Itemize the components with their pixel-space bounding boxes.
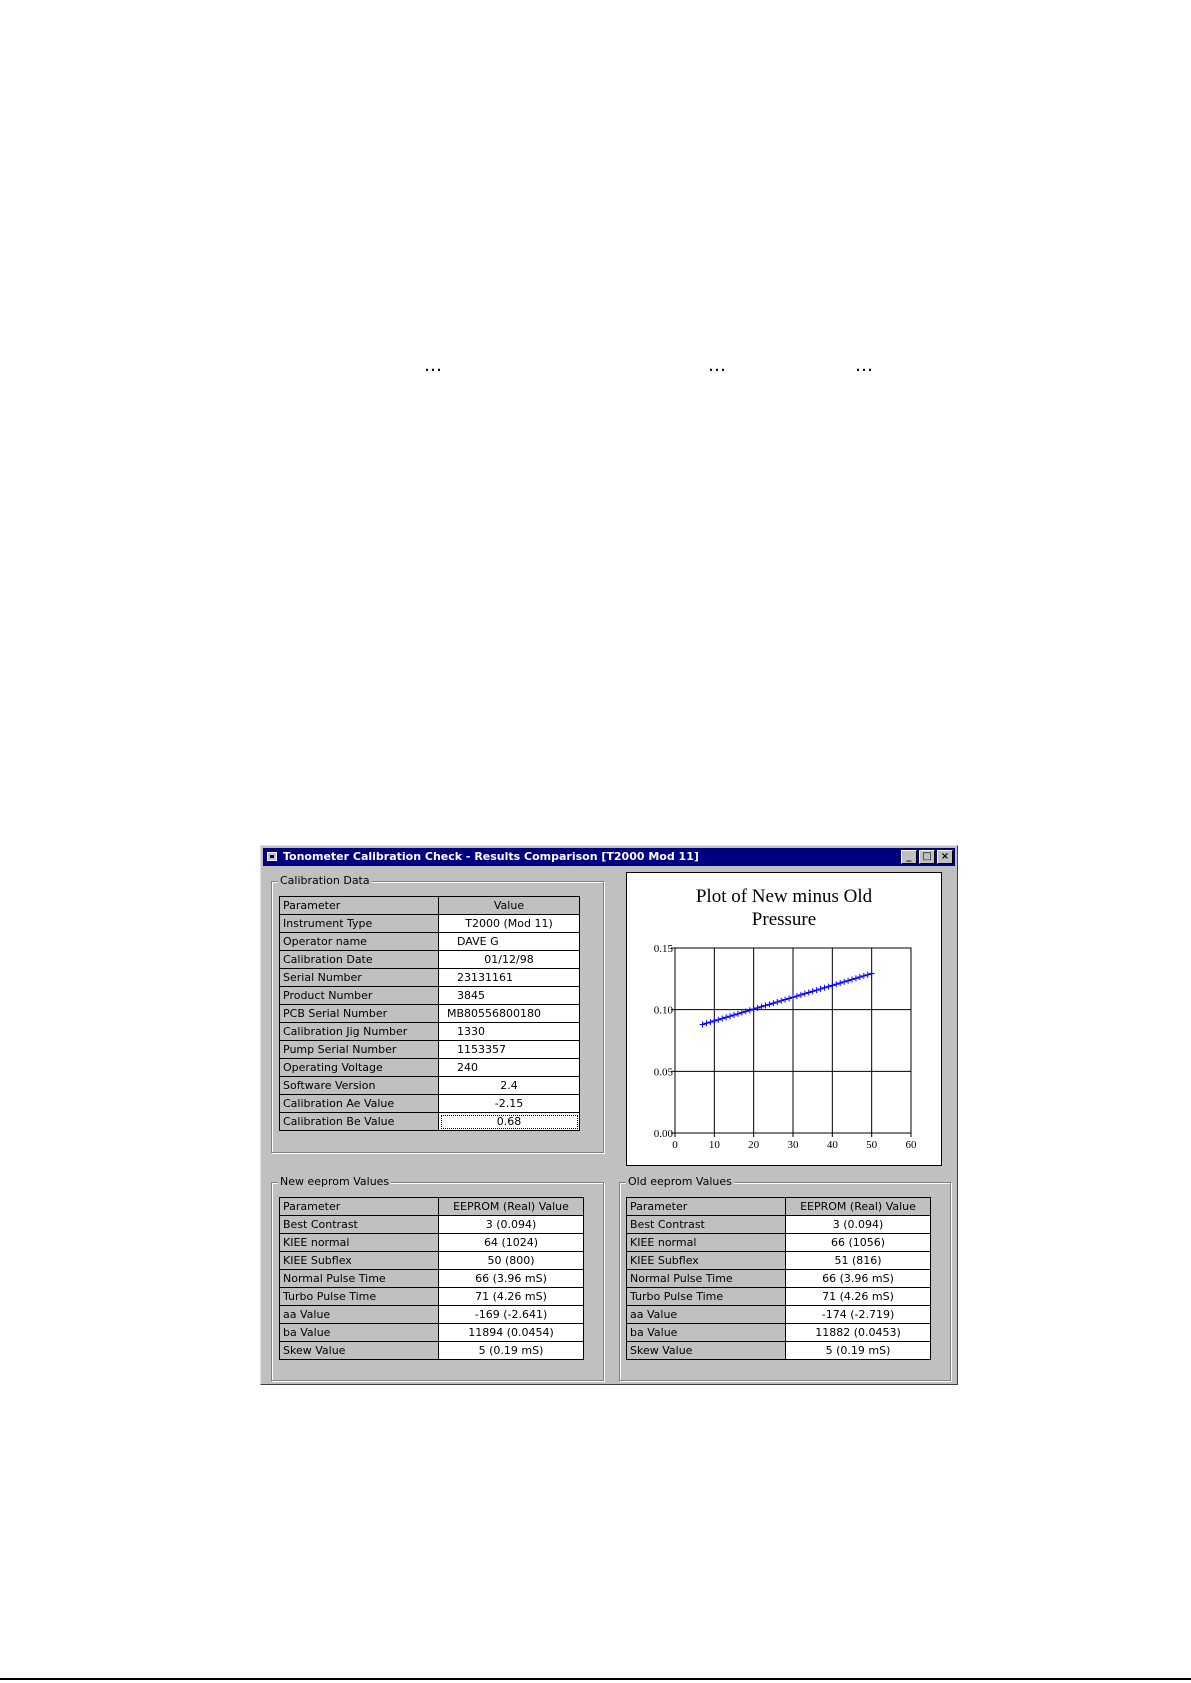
value-cell[interactable]: 5 (0.19 mS) [786, 1342, 931, 1360]
series-segment [762, 1005, 766, 1006]
value-cell[interactable]: 2.4 [439, 1077, 580, 1095]
param-cell: aa Value [280, 1306, 439, 1324]
window-title: Tonometer Calibration Check - Results Comparison [T2000 Mod 11] [283, 850, 699, 863]
series-segment [817, 989, 821, 990]
series-segment [821, 988, 825, 989]
chart-title-line-2: Pressure [751, 909, 817, 930]
value-cell[interactable]: 3845 [439, 987, 580, 1005]
column-header-parameter[interactable]: Parameter [280, 897, 439, 915]
param-cell: Best Contrast [280, 1216, 439, 1234]
value-cell[interactable]: DAVE G [439, 933, 580, 951]
series-segment [844, 981, 848, 982]
table-row[interactable] [280, 1342, 584, 1360]
value-cell[interactable]: -169 (-2.641) [439, 1306, 584, 1324]
value-cell[interactable]: 01/12/98 [439, 951, 580, 969]
series-segment [852, 978, 856, 979]
y-tick-label: 0.10 [653, 1004, 673, 1017]
data-point [869, 971, 875, 977]
column-header-parameter[interactable]: Parameter [280, 1198, 439, 1216]
value-cell[interactable]: 11894 (0.0454) [439, 1324, 584, 1342]
chart-title-line-1: Plot of New minus Old [695, 886, 873, 907]
calibration-data-label: Calibration Data [280, 874, 370, 887]
table-row[interactable] [280, 1023, 580, 1041]
param-cell: KIEE normal [280, 1234, 439, 1252]
table-row[interactable] [280, 1005, 580, 1023]
param-cell: Product Number [280, 987, 439, 1005]
table-row[interactable] [280, 1113, 580, 1131]
param-cell: Software Version [280, 1077, 439, 1095]
value-cell[interactable]: 50 (800) [439, 1252, 584, 1270]
series-segment [805, 993, 809, 994]
param-cell: ba Value [627, 1324, 786, 1342]
param-cell: Calibration Be Value [280, 1113, 439, 1131]
series-segment [706, 1022, 710, 1023]
series-segment [738, 1013, 742, 1014]
close-button[interactable]: × [937, 850, 953, 864]
ellipsis-1: … [424, 355, 442, 376]
series-segment [840, 982, 844, 983]
series-segment [710, 1021, 714, 1022]
column-header-value[interactable]: EEPROM (Real) Value [439, 1198, 584, 1216]
series-segment [856, 977, 860, 978]
table-row[interactable] [627, 1306, 931, 1324]
value-cell[interactable]: T2000 (Mod 11) [439, 915, 580, 933]
value-cell[interactable]: 71 (4.26 mS) [439, 1288, 584, 1306]
value-cell[interactable]: 240 [439, 1059, 580, 1077]
series-segment [730, 1015, 734, 1016]
table-row[interactable] [280, 1095, 580, 1113]
series-segment [789, 997, 793, 998]
value-cell[interactable]: 71 (4.26 mS) [786, 1288, 931, 1306]
param-cell: Pump Serial Number [280, 1041, 439, 1059]
old-eeprom-table[interactable] [626, 1197, 931, 1360]
series-segment [722, 1017, 726, 1018]
x-tick-label: 50 [866, 1139, 878, 1151]
value-cell[interactable]: 3 (0.094) [786, 1216, 931, 1234]
x-tick-label: 20 [748, 1139, 760, 1151]
series-segment [797, 995, 801, 996]
series-segment [714, 1020, 718, 1021]
param-cell: Normal Pulse Time [280, 1270, 439, 1288]
minimize-button[interactable]: _ [901, 850, 917, 864]
param-cell: aa Value [627, 1306, 786, 1324]
param-cell: Skew Value [627, 1342, 786, 1360]
param-cell: Calibration Date [280, 951, 439, 969]
value-cell[interactable]: -174 (-2.719) [786, 1306, 931, 1324]
series-segment [824, 987, 828, 988]
column-header-value[interactable]: Value [439, 897, 580, 915]
value-cell[interactable]: 66 (1056) [786, 1234, 931, 1252]
value-cell[interactable]: 66 (3.96 mS) [439, 1270, 584, 1288]
table-row[interactable] [280, 1216, 584, 1234]
new-eeprom-table[interactable] [279, 1197, 584, 1360]
series-segment [754, 1008, 758, 1009]
param-cell: Turbo Pulse Time [280, 1288, 439, 1306]
value-cell[interactable]: 64 (1024) [439, 1234, 584, 1252]
value-cell[interactable]: 11882 (0.0453) [786, 1324, 931, 1342]
series-segment [703, 1023, 707, 1024]
series-segment [832, 984, 836, 985]
param-cell: Calibration Ae Value [280, 1095, 439, 1113]
value-cell[interactable]: MB80556800180 [439, 1005, 580, 1023]
table-row[interactable] [627, 1342, 931, 1360]
maximize-button[interactable]: □ [919, 850, 935, 864]
param-cell: Operating Voltage [280, 1059, 439, 1077]
table-row[interactable] [627, 1270, 931, 1288]
table-row[interactable] [627, 1216, 931, 1234]
x-tick-label: 40 [826, 1139, 838, 1151]
title-bar[interactable] [263, 848, 955, 866]
table-row[interactable] [627, 1252, 931, 1270]
y-tick-label: 0.15 [653, 943, 673, 955]
page-footer-rule [0, 1678, 1191, 1680]
chart-tick-labels [654, 943, 917, 1151]
series-segment [848, 979, 852, 980]
series-segment [758, 1007, 762, 1008]
table-row[interactable] [280, 951, 580, 969]
param-cell: KIEE Subflex [627, 1252, 786, 1270]
value-cell[interactable]: 51 (816) [786, 1252, 931, 1270]
y-tick-label: 0.05 [653, 1066, 673, 1079]
param-cell: Operator name [280, 933, 439, 951]
param-cell: Calibration Jig Number [280, 1023, 439, 1041]
y-tick-label: 0.00 [653, 1128, 673, 1140]
param-cell: KIEE normal [627, 1234, 786, 1252]
table-row[interactable] [280, 1059, 580, 1077]
series-segment [836, 983, 840, 984]
table-row[interactable] [280, 969, 580, 987]
table-row[interactable] [280, 1077, 580, 1095]
selected-value-cell[interactable]: 0.68 [439, 1113, 580, 1131]
series-segment [813, 990, 817, 991]
pressure-difference-chart [626, 872, 942, 1166]
series-segment [718, 1019, 722, 1020]
value-cell[interactable]: 5 (0.19 mS) [439, 1342, 584, 1360]
series-segment [828, 985, 832, 986]
table-row[interactable] [280, 987, 580, 1005]
x-tick-label: 30 [787, 1139, 799, 1151]
value-cell[interactable]: 1330 [439, 1023, 580, 1041]
param-cell: Best Contrast [627, 1216, 786, 1234]
value-cell[interactable]: -2.15 [439, 1095, 580, 1113]
value-cell[interactable]: 1153357 [439, 1041, 580, 1059]
param-cell: Serial Number [280, 969, 439, 987]
x-tick-label: 10 [708, 1139, 720, 1151]
series-segment [793, 996, 797, 997]
x-tick-label: 60 [905, 1139, 917, 1151]
value-cell[interactable]: 23131161 [439, 969, 580, 987]
series-segment [864, 975, 868, 976]
table-row[interactable] [280, 1324, 584, 1342]
table-row[interactable] [280, 1252, 584, 1270]
table-row[interactable] [627, 1324, 931, 1342]
series-segment [726, 1016, 730, 1017]
param-cell: Normal Pulse Time [627, 1270, 786, 1288]
new-eeprom-label: New eeprom Values [280, 1175, 390, 1188]
table-row[interactable] [280, 1234, 584, 1252]
series-segment [746, 1010, 750, 1011]
old-eeprom-label: Old eeprom Values [628, 1175, 732, 1188]
series-segment [781, 1000, 785, 1001]
param-cell: Skew Value [280, 1342, 439, 1360]
chart-series [700, 971, 875, 1028]
data-point [700, 1021, 706, 1027]
table-row[interactable] [280, 1270, 584, 1288]
table-row[interactable] [280, 1288, 584, 1306]
table-row[interactable] [627, 1234, 931, 1252]
table-row[interactable] [280, 933, 580, 951]
table-row[interactable] [280, 1041, 580, 1059]
series-segment [868, 974, 872, 975]
param-cell: KIEE Subflex [280, 1252, 439, 1270]
series-segment [777, 1001, 781, 1002]
chart-svg [627, 873, 941, 1165]
table-row[interactable] [627, 1288, 931, 1306]
ellipsis-2: … [708, 355, 726, 376]
value-cell[interactable]: 3 (0.094) [439, 1216, 584, 1234]
chart-grid [671, 948, 911, 1137]
param-cell: PCB Serial Number [280, 1005, 439, 1023]
series-segment [773, 1002, 777, 1003]
ellipsis-3: … [855, 355, 873, 376]
column-header-value[interactable]: EEPROM (Real) Value [786, 1198, 931, 1216]
series-segment [769, 1003, 773, 1004]
param-cell: Turbo Pulse Time [627, 1288, 786, 1306]
series-segment [785, 998, 789, 999]
table-row[interactable] [280, 1306, 584, 1324]
app-icon[interactable] [267, 852, 277, 861]
param-cell: ba Value [280, 1324, 439, 1342]
series-segment [809, 991, 813, 992]
series-segment [765, 1004, 769, 1005]
column-header-parameter[interactable]: Parameter [627, 1198, 786, 1216]
x-tick-label: 0 [672, 1139, 678, 1151]
value-cell[interactable]: 66 (3.96 mS) [786, 1270, 931, 1288]
table-row[interactable] [280, 915, 580, 933]
series-segment [860, 976, 864, 977]
series-segment [801, 994, 805, 995]
calibration-table[interactable] [279, 896, 580, 1131]
series-segment [742, 1011, 746, 1012]
series-segment [734, 1014, 738, 1015]
param-cell: Instrument Type [280, 915, 439, 933]
